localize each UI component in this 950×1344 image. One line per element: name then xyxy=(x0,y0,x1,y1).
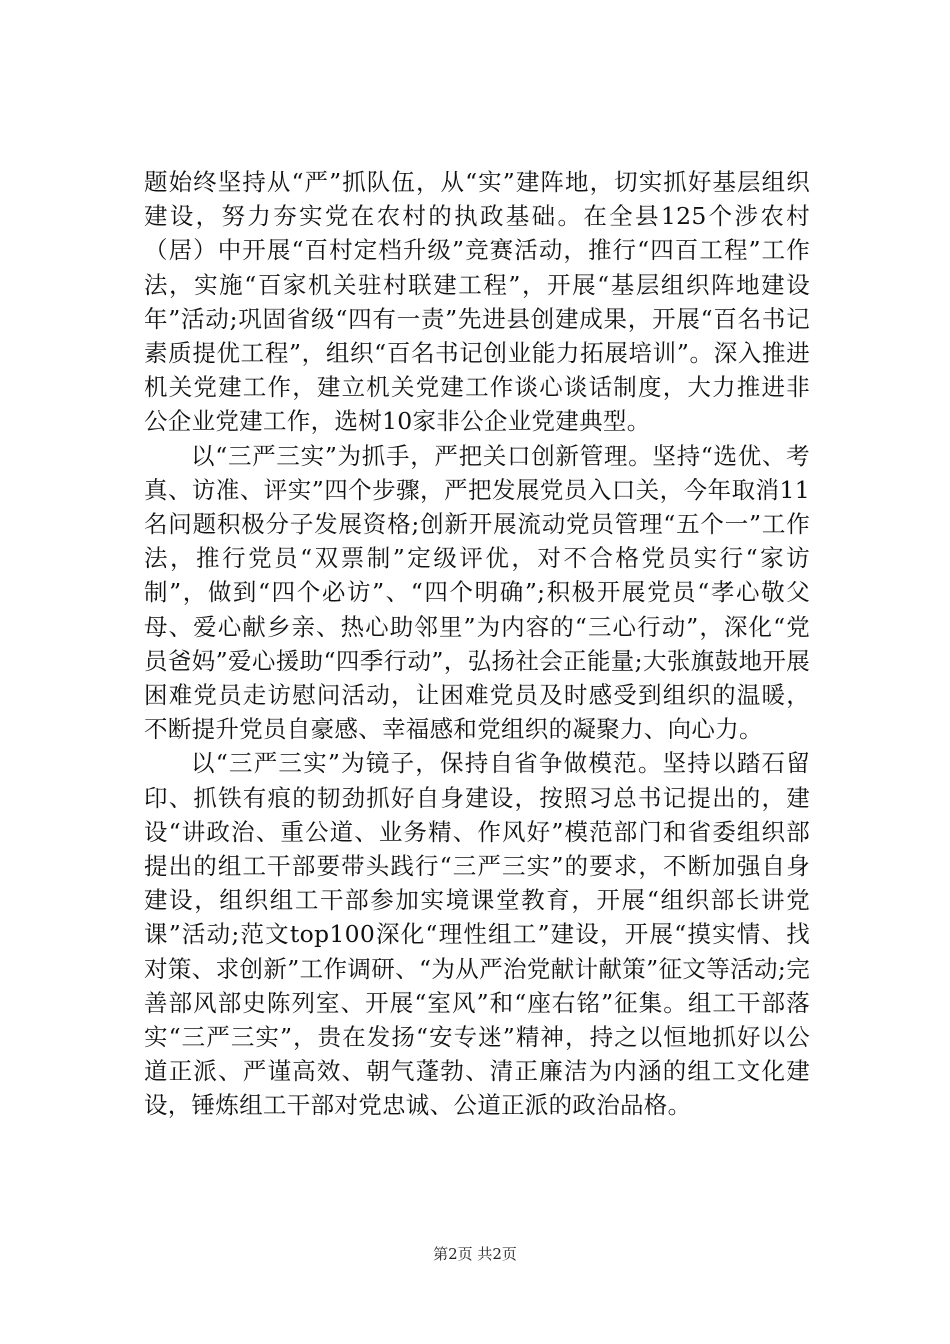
page-footer xyxy=(0,1244,950,1264)
paragraph-2: 以“三严三实”为抓手，严把关口创新管理。坚持“选优、考真、访准、评实”四个步骤，严把发展党员入口关，今年取消11名问题积极分子发展资格;创新开展流动党员管理“五个一”工作法，推行党员“双票制”定级评优，对不合格党员实行“家访制”，做到“四个必访”、“四个明确”;积极开展党员“孝心敬父母、爱心献乡亲、热心助邻里”为内容的“三心行动”，深化“党员爸妈”爱心援助“四季行动”，弘扬社会正能量;大张旗鼓地开展困难党员走访慰问活动，让困难党员及时感受到组织的温暖，不断提升党员自豪感、幸福感和党组织的凝聚力、向心力。 xyxy=(144,441,810,744)
paragraph-1: 题始终坚持从“严”抓队伍，从“实”建阵地，切实抓好基层组织建设，努力夯实党在农村的执政基础。在全县125个涉农村（居）中开展“百村定档升级”竞赛活动，推行“四百工程”工作法，实施“百家机关驻村联建工程”，开展“基层组织阵地建设年”活动;巩固省级“四有一责”先进县创建成果，开展“百名书记素质提优工程”，组织“百名书记创业能力拓展培训”。深入推进机关党建工作，建立机关党建工作谈心谈话制度，大力推进非公企业党建工作，选树10家非公企业党建典型。 xyxy=(144,168,810,436)
paragraph-3: 以“三严三实”为镜子，保持自省争做模范。坚持以踏石留印、抓铁有痕的韧劲抓好自身建设，按照习总书记提出的，建设“讲政治、重公道、业务精、作风好”模范部门和省委组织部提出的组工干部要带头践行“三严三实”的要求，不断加强自身建设，组织组工干部参加实境课堂教育，开展“组织部长讲党课”活动;范文top100深化“理性组工”建设，开展“摸实情、找对策、求创新”工作调研、“为从严治党献计献策”征文等活动;完善部风部史陈列室、开展“室风”和“座右铭”征集。组工干部落实“三严三实”，贵在发扬“安专迷”精神，持之以恒地抓好以公道正派、严谨高效、朝气蓬勃、清正廉洁为内涵的组工文化建设，锤炼组工干部对党忠诚、公道正派的政治品格。 xyxy=(144,749,810,1120)
document-body xyxy=(144,165,810,1123)
page-number: 第2页 共2页 xyxy=(433,1245,517,1263)
